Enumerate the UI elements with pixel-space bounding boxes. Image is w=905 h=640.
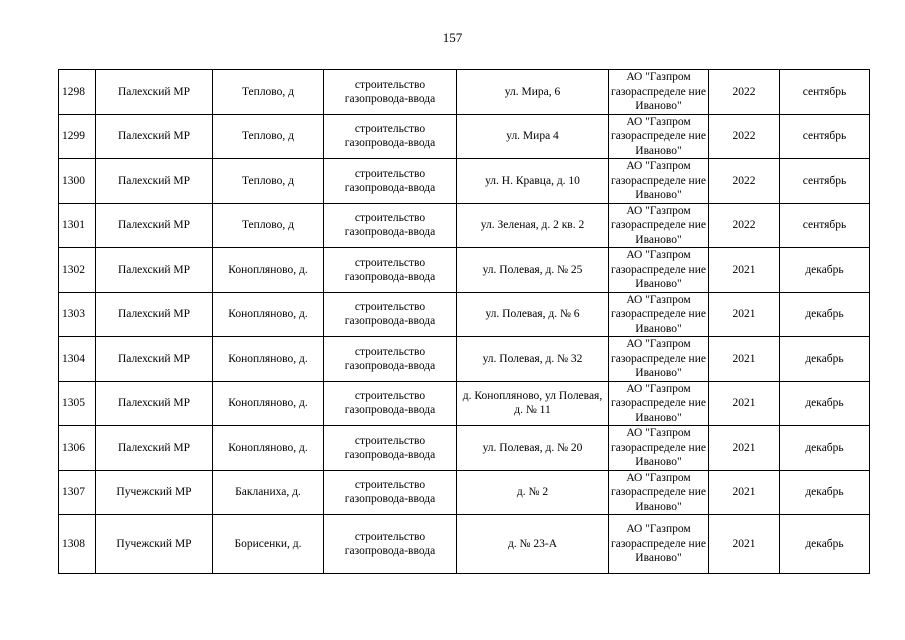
- district-cell: Палехский МР: [96, 426, 213, 471]
- table-row: [59, 381, 870, 426]
- table-row: [59, 337, 870, 382]
- address-cell: ул. Полевая, д. № 32: [457, 337, 609, 382]
- row-number-cell: 1303: [59, 292, 96, 337]
- district-cell: Палехский МР: [96, 292, 213, 337]
- year-cell: 2021: [709, 515, 780, 574]
- settlement-cell: Коноплянoво, д.: [213, 337, 324, 382]
- row-number-cell: 1298: [59, 70, 96, 115]
- table-row: [59, 159, 870, 204]
- year-cell: 2022: [709, 159, 780, 204]
- month-cell: декабрь: [780, 248, 870, 293]
- settlement-cell: Борисенки, д.: [213, 515, 324, 574]
- year-cell: 2021: [709, 381, 780, 426]
- month-cell: сентябрь: [780, 70, 870, 115]
- work-type-cell: строительство газопровода-ввода: [324, 248, 457, 293]
- district-cell: Палехский МР: [96, 159, 213, 204]
- organization-cell: АО "Газпром газораспределе ние Иваново": [609, 114, 709, 159]
- organization-cell: АО "Газпром газораспределе ние Иваново": [609, 337, 709, 382]
- district-cell: Пучежский МР: [96, 515, 213, 574]
- row-number-cell: 1300: [59, 159, 96, 204]
- gas-connection-table: [58, 69, 870, 574]
- year-cell: 2021: [709, 337, 780, 382]
- work-type-cell: строительство газопровода-ввода: [324, 515, 457, 574]
- address-cell: ул. Зеленая, д. 2 кв. 2: [457, 203, 609, 248]
- work-type-cell: строительство газопровода-ввода: [324, 70, 457, 115]
- settlement-cell: Теплово, д: [213, 114, 324, 159]
- month-cell: сентябрь: [780, 114, 870, 159]
- table-row: [59, 470, 870, 515]
- district-cell: Палехский МР: [96, 337, 213, 382]
- month-cell: сентябрь: [780, 159, 870, 204]
- address-cell: ул. Мира 4: [457, 114, 609, 159]
- work-type-cell: строительство газопровода-ввода: [324, 426, 457, 471]
- settlement-cell: Теплово, д: [213, 203, 324, 248]
- year-cell: 2021: [709, 248, 780, 293]
- month-cell: декабрь: [780, 292, 870, 337]
- address-cell: д. № 23-А: [457, 515, 609, 574]
- work-type-cell: строительство газопровода-ввода: [324, 470, 457, 515]
- district-cell: Пучежский МР: [96, 470, 213, 515]
- organization-cell: АО "Газпром газораспределе ние Иваново": [609, 426, 709, 471]
- organization-cell: АО "Газпром газораспределе ние Иваново": [609, 292, 709, 337]
- month-cell: сентябрь: [780, 203, 870, 248]
- row-number-cell: 1302: [59, 248, 96, 293]
- work-type-cell: строительство газопровода-ввода: [324, 203, 457, 248]
- settlement-cell: Теплово, д: [213, 159, 324, 204]
- month-cell: декабрь: [780, 381, 870, 426]
- row-number-cell: 1299: [59, 114, 96, 159]
- page-number: 157: [442, 30, 463, 45]
- district-cell: Палехский МР: [96, 70, 213, 115]
- year-cell: 2021: [709, 470, 780, 515]
- organization-cell: АО "Газпром газораспределе ние Иваново": [609, 203, 709, 248]
- address-cell: ул. Мира, 6: [457, 70, 609, 115]
- district-cell: Палехский МР: [96, 248, 213, 293]
- work-type-cell: строительство газопровода-ввода: [324, 381, 457, 426]
- year-cell: 2022: [709, 114, 780, 159]
- settlement-cell: Коноплянoво, д.: [213, 248, 324, 293]
- district-cell: Палехский МР: [96, 203, 213, 248]
- month-cell: декабрь: [780, 426, 870, 471]
- address-cell: ул. Полевая, д. № 25: [457, 248, 609, 293]
- table-row: [59, 114, 870, 159]
- work-type-cell: строительство газопровода-ввода: [324, 292, 457, 337]
- organization-cell: АО "Газпром газораспределе ние Иваново": [609, 159, 709, 204]
- table-row: [59, 426, 870, 471]
- settlement-cell: Коноплянoво, д.: [213, 381, 324, 426]
- year-cell: 2022: [709, 70, 780, 115]
- settlement-cell: Бакланиха, д.: [213, 470, 324, 515]
- year-cell: 2021: [709, 292, 780, 337]
- address-cell: ул. Полевая, д. № 6: [457, 292, 609, 337]
- table-row: [59, 203, 870, 248]
- address-cell: ул. Н. Кравца, д. 10: [457, 159, 609, 204]
- settlement-cell: Теплово, д: [213, 70, 324, 115]
- year-cell: 2021: [709, 426, 780, 471]
- settlement-cell: Коноплянoво, д.: [213, 292, 324, 337]
- month-cell: декабрь: [780, 337, 870, 382]
- work-type-cell: строительство газопровода-ввода: [324, 114, 457, 159]
- organization-cell: АО "Газпром газораспределе ние Иваново": [609, 381, 709, 426]
- organization-cell: АО "Газпром газораспределе ние Иваново": [609, 515, 709, 574]
- settlement-cell: Коноплянoво, д.: [213, 426, 324, 471]
- month-cell: декабрь: [780, 515, 870, 574]
- table-row: [59, 292, 870, 337]
- organization-cell: АО "Газпром газораспределе ние Иваново": [609, 248, 709, 293]
- address-cell: ул. Полевая, д. № 20: [457, 426, 609, 471]
- district-cell: Палехский МР: [96, 114, 213, 159]
- year-cell: 2022: [709, 203, 780, 248]
- table-row: [59, 515, 870, 574]
- table-row: [59, 248, 870, 293]
- organization-cell: АО "Газпром газораспределе ние Иваново": [609, 470, 709, 515]
- work-type-cell: строительство газопровода-ввода: [324, 337, 457, 382]
- table-row: [59, 70, 870, 115]
- row-number-cell: 1304: [59, 337, 96, 382]
- organization-cell: АО "Газпром газораспределе ние Иваново": [609, 70, 709, 115]
- month-cell: декабрь: [780, 470, 870, 515]
- district-cell: Палехский МР: [96, 381, 213, 426]
- row-number-cell: 1308: [59, 515, 96, 574]
- row-number-cell: 1306: [59, 426, 96, 471]
- work-type-cell: строительство газопровода-ввода: [324, 159, 457, 204]
- address-cell: д. № 2: [457, 470, 609, 515]
- address-cell: д. Коноплянoво, ул Полевая, д. № 11: [457, 381, 609, 426]
- row-number-cell: 1307: [59, 470, 96, 515]
- row-number-cell: 1305: [59, 381, 96, 426]
- row-number-cell: 1301: [59, 203, 96, 248]
